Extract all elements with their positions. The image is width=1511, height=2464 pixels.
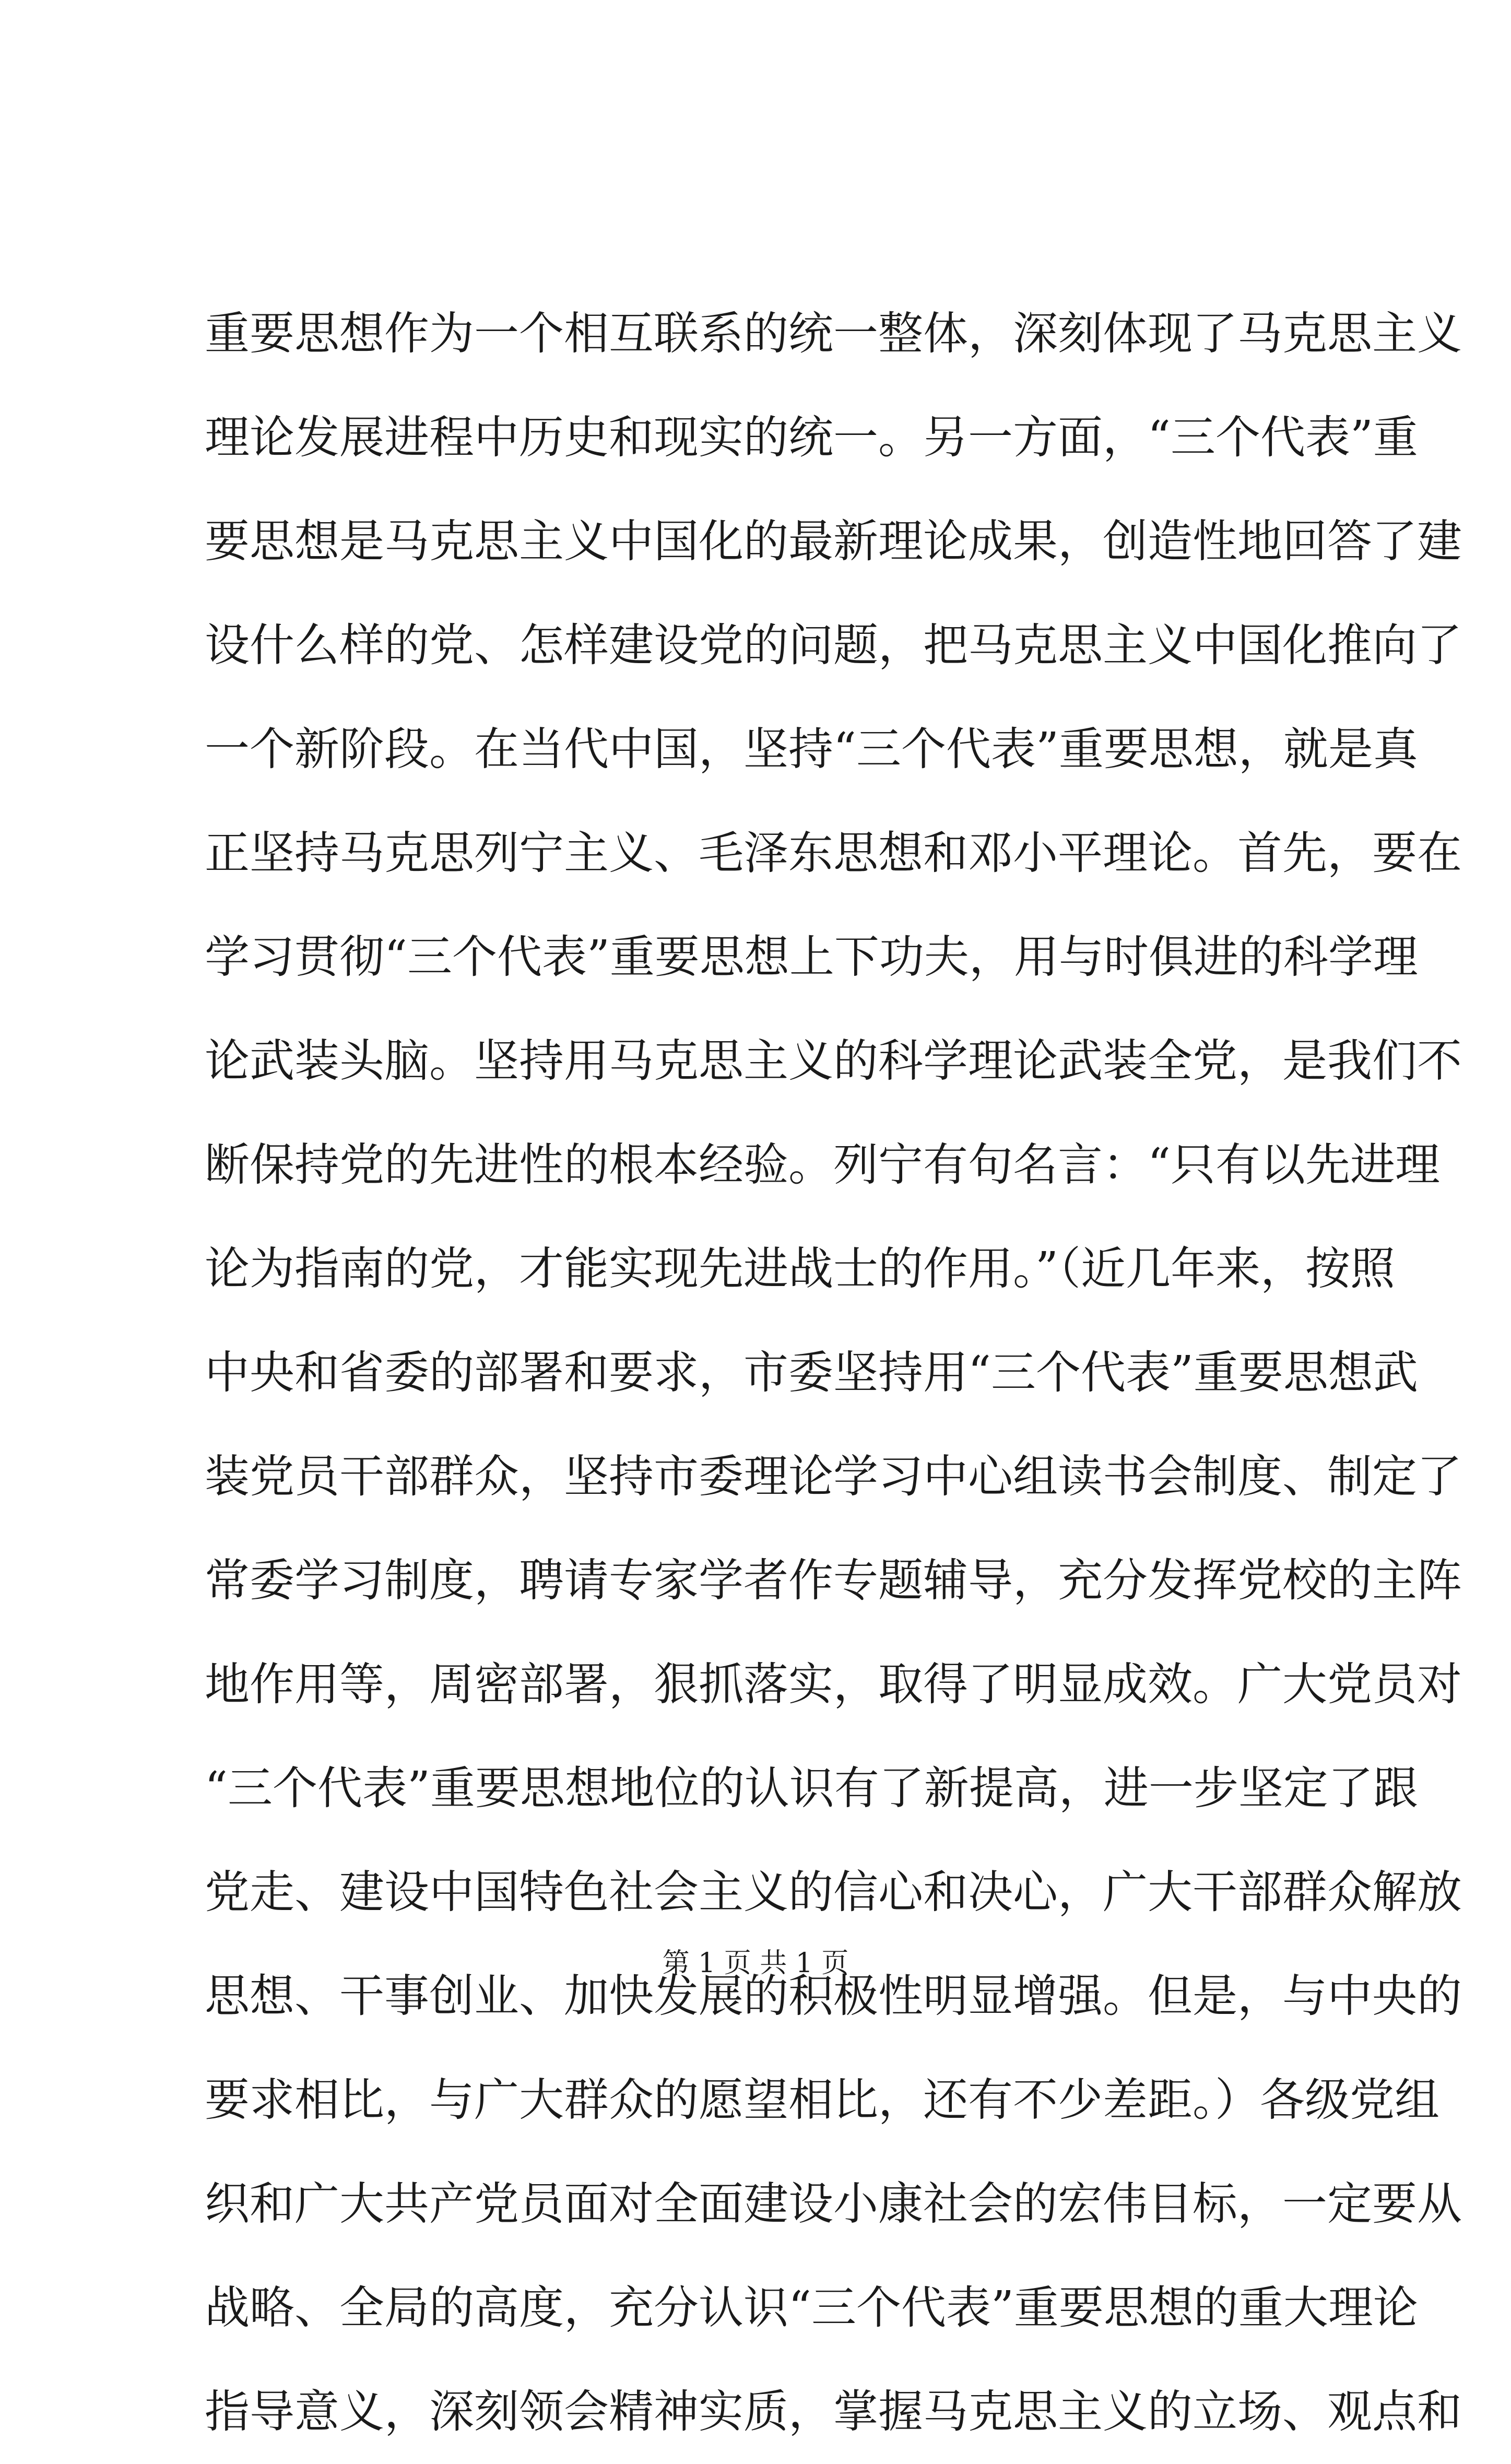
text-line: “三个代表”重要思想地位的认识有了新提高，进一步坚定了跟 [205,1762,1418,1814]
text-line: 中央和省委的部署和要求，市委坚持用“三个代表”重要思想武 [205,1347,1418,1399]
text-line: 重要思想作为一个相互联系的统一整体，深刻体现了马克思主义 [205,308,1462,360]
text-line: 正坚持马克思列宁主义、毛泽东思想和邓小平理论。首先，要在 [205,827,1462,879]
text-line: 织和广大共产党员面对全面建设小康社会的宏伟目标，一定要从 [205,2178,1462,2230]
text-line: 论武装头脑。坚持用马克思主义的科学理论武装全党，是我们不 [205,1035,1462,1087]
text-line: 常委学习制度，聘请专家学者作专题辅导，充分发挥党校的主阵 [205,1554,1462,1607]
text-line: 地作用等，周密部署，狠抓落实，取得了明显成效。广大党员对 [205,1658,1462,1711]
page-footer: 第 1 页 共 1 页 [662,1948,849,1979]
text-line: 一个新阶段。在当代中国，坚持“三个代表”重要思想，就是真 [205,723,1418,775]
text-line: 论为指南的党，才能实现先进战士的作用。”（近几年来，按照 [205,1243,1395,1295]
text-line: 指导意义，深刻领会精神实质，掌握马克思主义的立场、观点和 [205,2386,1462,2438]
text-line: 装党员干部群众，坚持市委理论学习中心组读书会制度、制定了 [205,1451,1462,1503]
text-line: 战略、全局的高度，充分认识“三个代表”重要思想的重大理论 [205,2282,1418,2334]
body-text [205,282,1462,2464]
text-line: 设什么样的党、怎样建设党的问题，把马克思主义中国化推向了 [205,619,1462,671]
text-line: 要思想是马克思主义中国化的最新理论成果，创造性地回答了建 [205,515,1462,568]
text-line: 理论发展进程中历史和现实的统一。另一方面，“三个代表”重 [205,411,1418,464]
text-line: 党走、建设中国特色社会主义的信心和决心，广大干部群众解放 [205,1866,1462,1918]
text-line: 要求相比，与广大群众的愿望相比，还有不少差距。）各级党组 [205,2074,1439,2126]
text-line: 断保持党的先进性的根本经验。列宁有句名言：“只有以先进理 [205,1139,1440,1191]
text-line: 学习贯彻“三个代表”重要思想上下功夫，用与时俱进的科学理 [205,931,1418,983]
text-line: 思想、干事创业、加快发展的积极性明显增强。但是，与中央的 [205,1970,1462,2022]
